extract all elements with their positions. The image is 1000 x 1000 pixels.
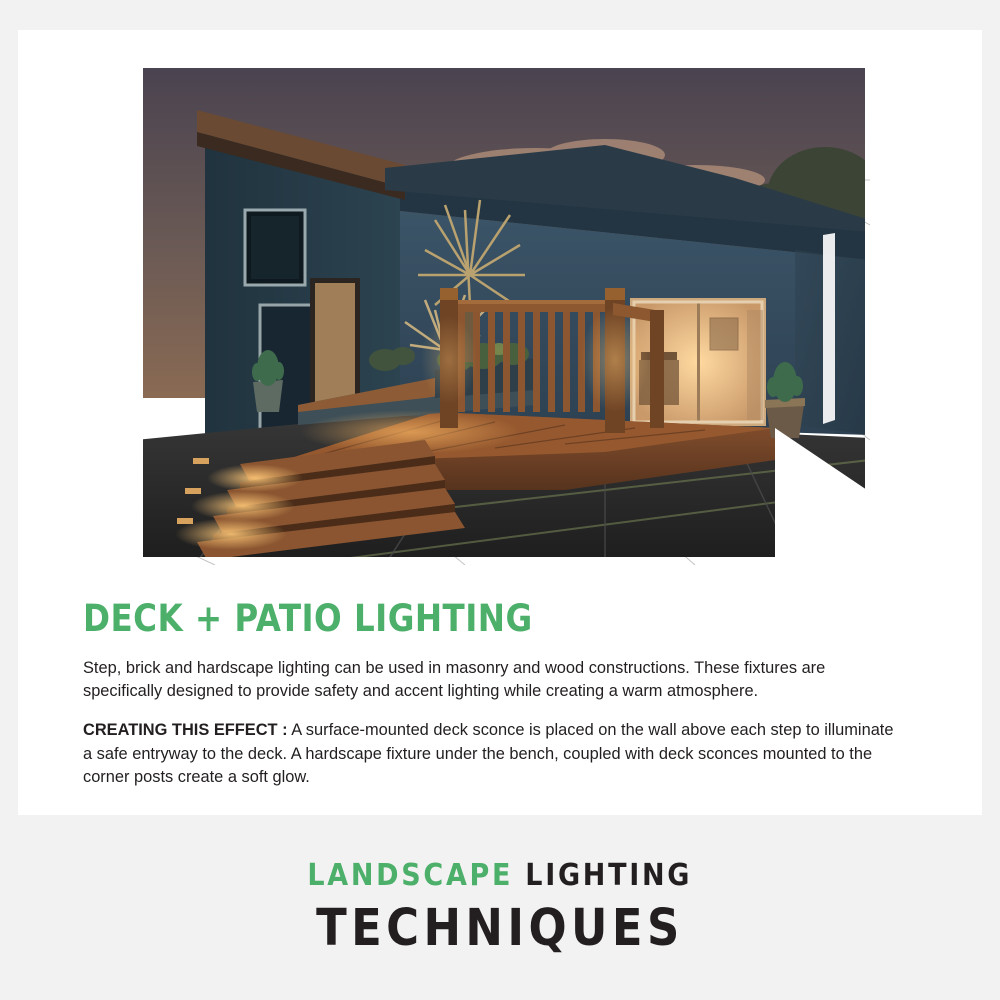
footer-band (0, 815, 1000, 1000)
footer-title-line1 (308, 858, 693, 893)
page-title: DECK + PATIO LIGHTING (83, 597, 533, 640)
footer-word-landscape: LANDSCAPE (307, 857, 514, 893)
footer-title-line2: TECHNIQUES (316, 898, 684, 958)
top-band (0, 0, 1000, 30)
content-block (83, 597, 923, 805)
intro-paragraph: Step, brick and hardscape lighting can be used in masonry and wood constructions. These fixtures are specifically designed to provide safety and accent lighting while creating a warm atmosphere. (83, 658, 826, 701)
effect-label: CREATING THIS EFFECT : (83, 721, 288, 740)
effect-paragraph (83, 719, 905, 789)
deck-patio-night-rendering (135, 60, 870, 565)
footer-word-lighting: LIGHTING (525, 857, 693, 893)
effect-text: A surface-mounted deck sconce is placed on the wall above each step to illuminate a safe entryway to the deck. A hardscape fixture under the bench, coupled with deck sconces mounted to the corner posts create a soft glow. (83, 721, 894, 787)
